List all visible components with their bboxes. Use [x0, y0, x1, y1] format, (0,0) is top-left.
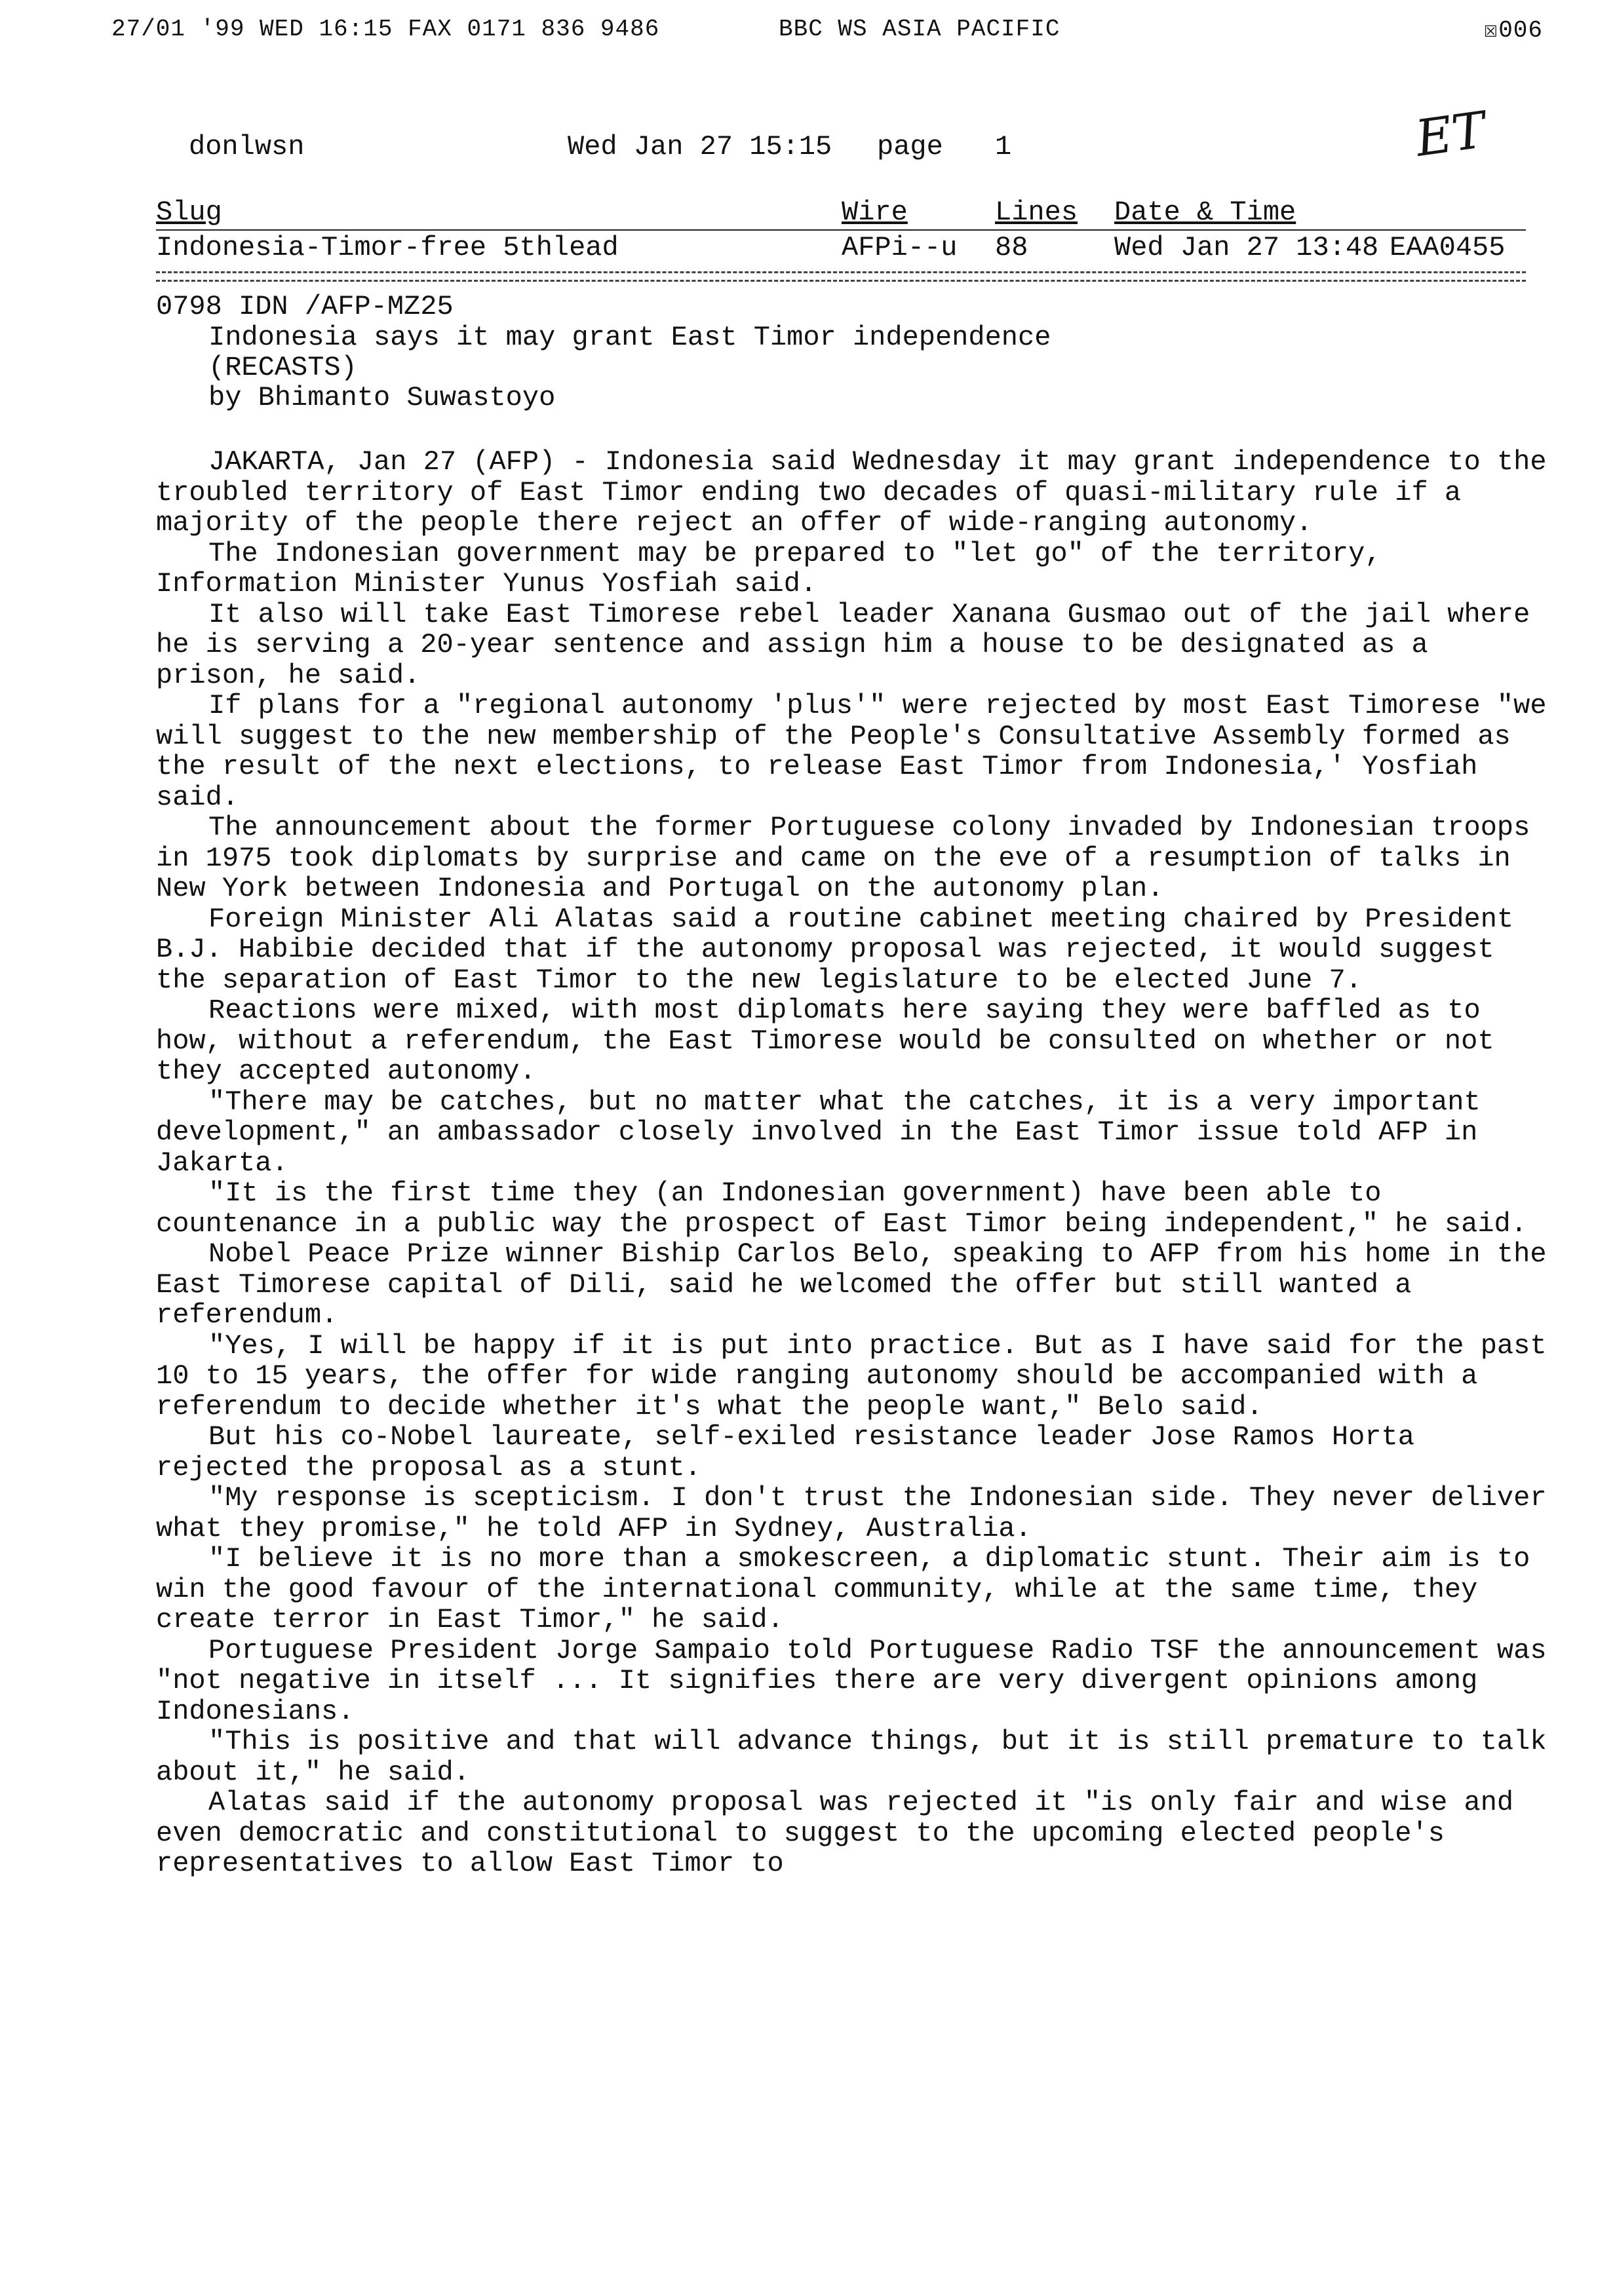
story-heading [208, 322, 1051, 413]
print-date: Wed Jan 27 15:15 [568, 131, 832, 163]
paragraph: "This is positive and that will advance things, but it is still premature to talk about it," he said. [156, 1726, 1547, 1788]
slug-value: Indonesia-Timor-free 5thlead [156, 232, 619, 263]
paragraph: Nobel Peace Prize winner Biship Carlos Belo, speaking to AFP from his home in the East Timorese capital of Dili, said he welcomed the offer but still wanted a referendum. [156, 1238, 1547, 1331]
paragraph: If plans for a "regional autonomy 'plus'" were rejected by most East Timorese "we will suggest to the new membership of the People's Consultative Assembly formed as the result of the next elections, to release East Timor from Indonesia,' Yosfiah said. [156, 690, 1547, 813]
fax-transmission-line: 27/01 '99 WED 16:15 FAX 0171 836 9486 [111, 16, 660, 43]
wire-label: Wire [842, 197, 908, 228]
lines-label: Lines [995, 197, 1078, 228]
wire-value: AFPi--u [842, 232, 958, 263]
fax-sender: BBC WS ASIA PACIFIC [779, 16, 1060, 43]
paragraph: "Yes, I will be happy if it is put into practice. But as I have said for the past 10 to 15 years, the offer for wide ranging autonomy should be accompanied with a referendum to decide whether it's what the people want," Belo said. [156, 1330, 1547, 1423]
story-code-value: EAA0455 [1390, 232, 1506, 263]
recasts-note: (RECASTS) [208, 352, 357, 383]
paragraph: Portuguese President Jorge Sampaio told Portuguese Radio TSF the announcement was "not negative in itself ... It signifies there are very divergent opinions among Indonesians. [156, 1634, 1547, 1727]
page-number: 1 [995, 131, 1012, 163]
paragraph: Alatas said if the autonomy proposal was rejected it "is only fair and wise and even democratic and constitutional to suggest to the upcoming elected people's representatives to allow East Timor to [156, 1787, 1514, 1879]
byline: by Bhimanto Suwastoyo [208, 382, 556, 413]
article-body [156, 447, 1552, 1879]
paragraph: "My response is scepticism. I don't trust the Indonesian side. They never deliver what they promise," he told AFP in Sydney, Australia. [156, 1482, 1547, 1544]
date-time-label: Date & Time [1114, 197, 1296, 228]
slug-label: Slug [156, 197, 222, 228]
page-label: page [877, 131, 943, 163]
paragraph: The announcement about the former Portuguese colony invaded by Indonesian troops in 1975 took diplomats by surprise and came on the eve of a resumption of talks in New York between Indonesia and Portugal on the autonomy plan. [156, 812, 1530, 904]
paragraph: JAKARTA, Jan 27 (AFP) - Indonesia said Wednesday it may grant independence to the troubled territory of East Timor ending two decades of quasi-military rule if a majority of the people there reject an offer of wide-ranging autonomy. [156, 446, 1547, 539]
paragraph: "There may be catches, but no matter what the catches, it is a very important development," an ambassador closely involved in the East Timor issue told AFP in Jakarta. [156, 1086, 1481, 1179]
operator-name: donlwsn [189, 131, 305, 163]
fax-page-counter: ☒006 [1483, 17, 1543, 44]
header-separator-rule [156, 271, 1526, 282]
metadata-values-row [156, 232, 1526, 267]
metadata-divider [156, 229, 1526, 231]
paragraph: "I believe it is no more than a smokescreen, a diplomatic stunt. Their aim is to win the good favour of the international community, while at the same time, they create terror in East Timor," he said. [156, 1543, 1530, 1636]
paragraph: "It is the first time they (an Indonesian government) have been able to countenance in a public way the prospect of East Timor being independent," he said. [156, 1177, 1527, 1240]
wire-metadata-table [156, 197, 1526, 267]
headline: Indonesia says it may grant East Timor independence [208, 322, 1051, 353]
paragraph: Foreign Minister Ali Alatas said a routine cabinet meeting chaired by President B.J. Habibie decided that if the autonomy proposal was rejected, it would suggest the separation of East Timor to the new legislature to be elected June 7. [156, 903, 1514, 996]
metadata-labels-row [156, 197, 1526, 232]
paragraph: It also will take East Timorese rebel leader Xanana Gusmao out of the jail where he is serving a 20-year sentence and assign him a house to be designated as a prison, he said. [156, 598, 1530, 691]
paragraph: Reactions were mixed, with most diplomats here saying they were baffled as to how, without a referendum, the East Timorese would be consulted on whether or not they accepted autonomy. [156, 995, 1494, 1087]
handwritten-note: ET [1412, 100, 1489, 168]
story-id-line: 0798 IDN /AFP-MZ25 [156, 291, 454, 322]
date-time-value: Wed Jan 27 13:48 [1114, 232, 1379, 263]
paragraph: The Indonesian government may be prepared to "let go" of the territory, Information Minister Yunus Yosfiah said. [156, 537, 1382, 600]
paragraph: But his co-Nobel laureate, self-exiled resistance leader Jose Ramos Horta rejected the proposal as a stunt. [156, 1421, 1414, 1483]
lines-value: 88 [995, 232, 1028, 263]
document-header [189, 131, 1434, 170]
fax-header [111, 16, 1543, 48]
